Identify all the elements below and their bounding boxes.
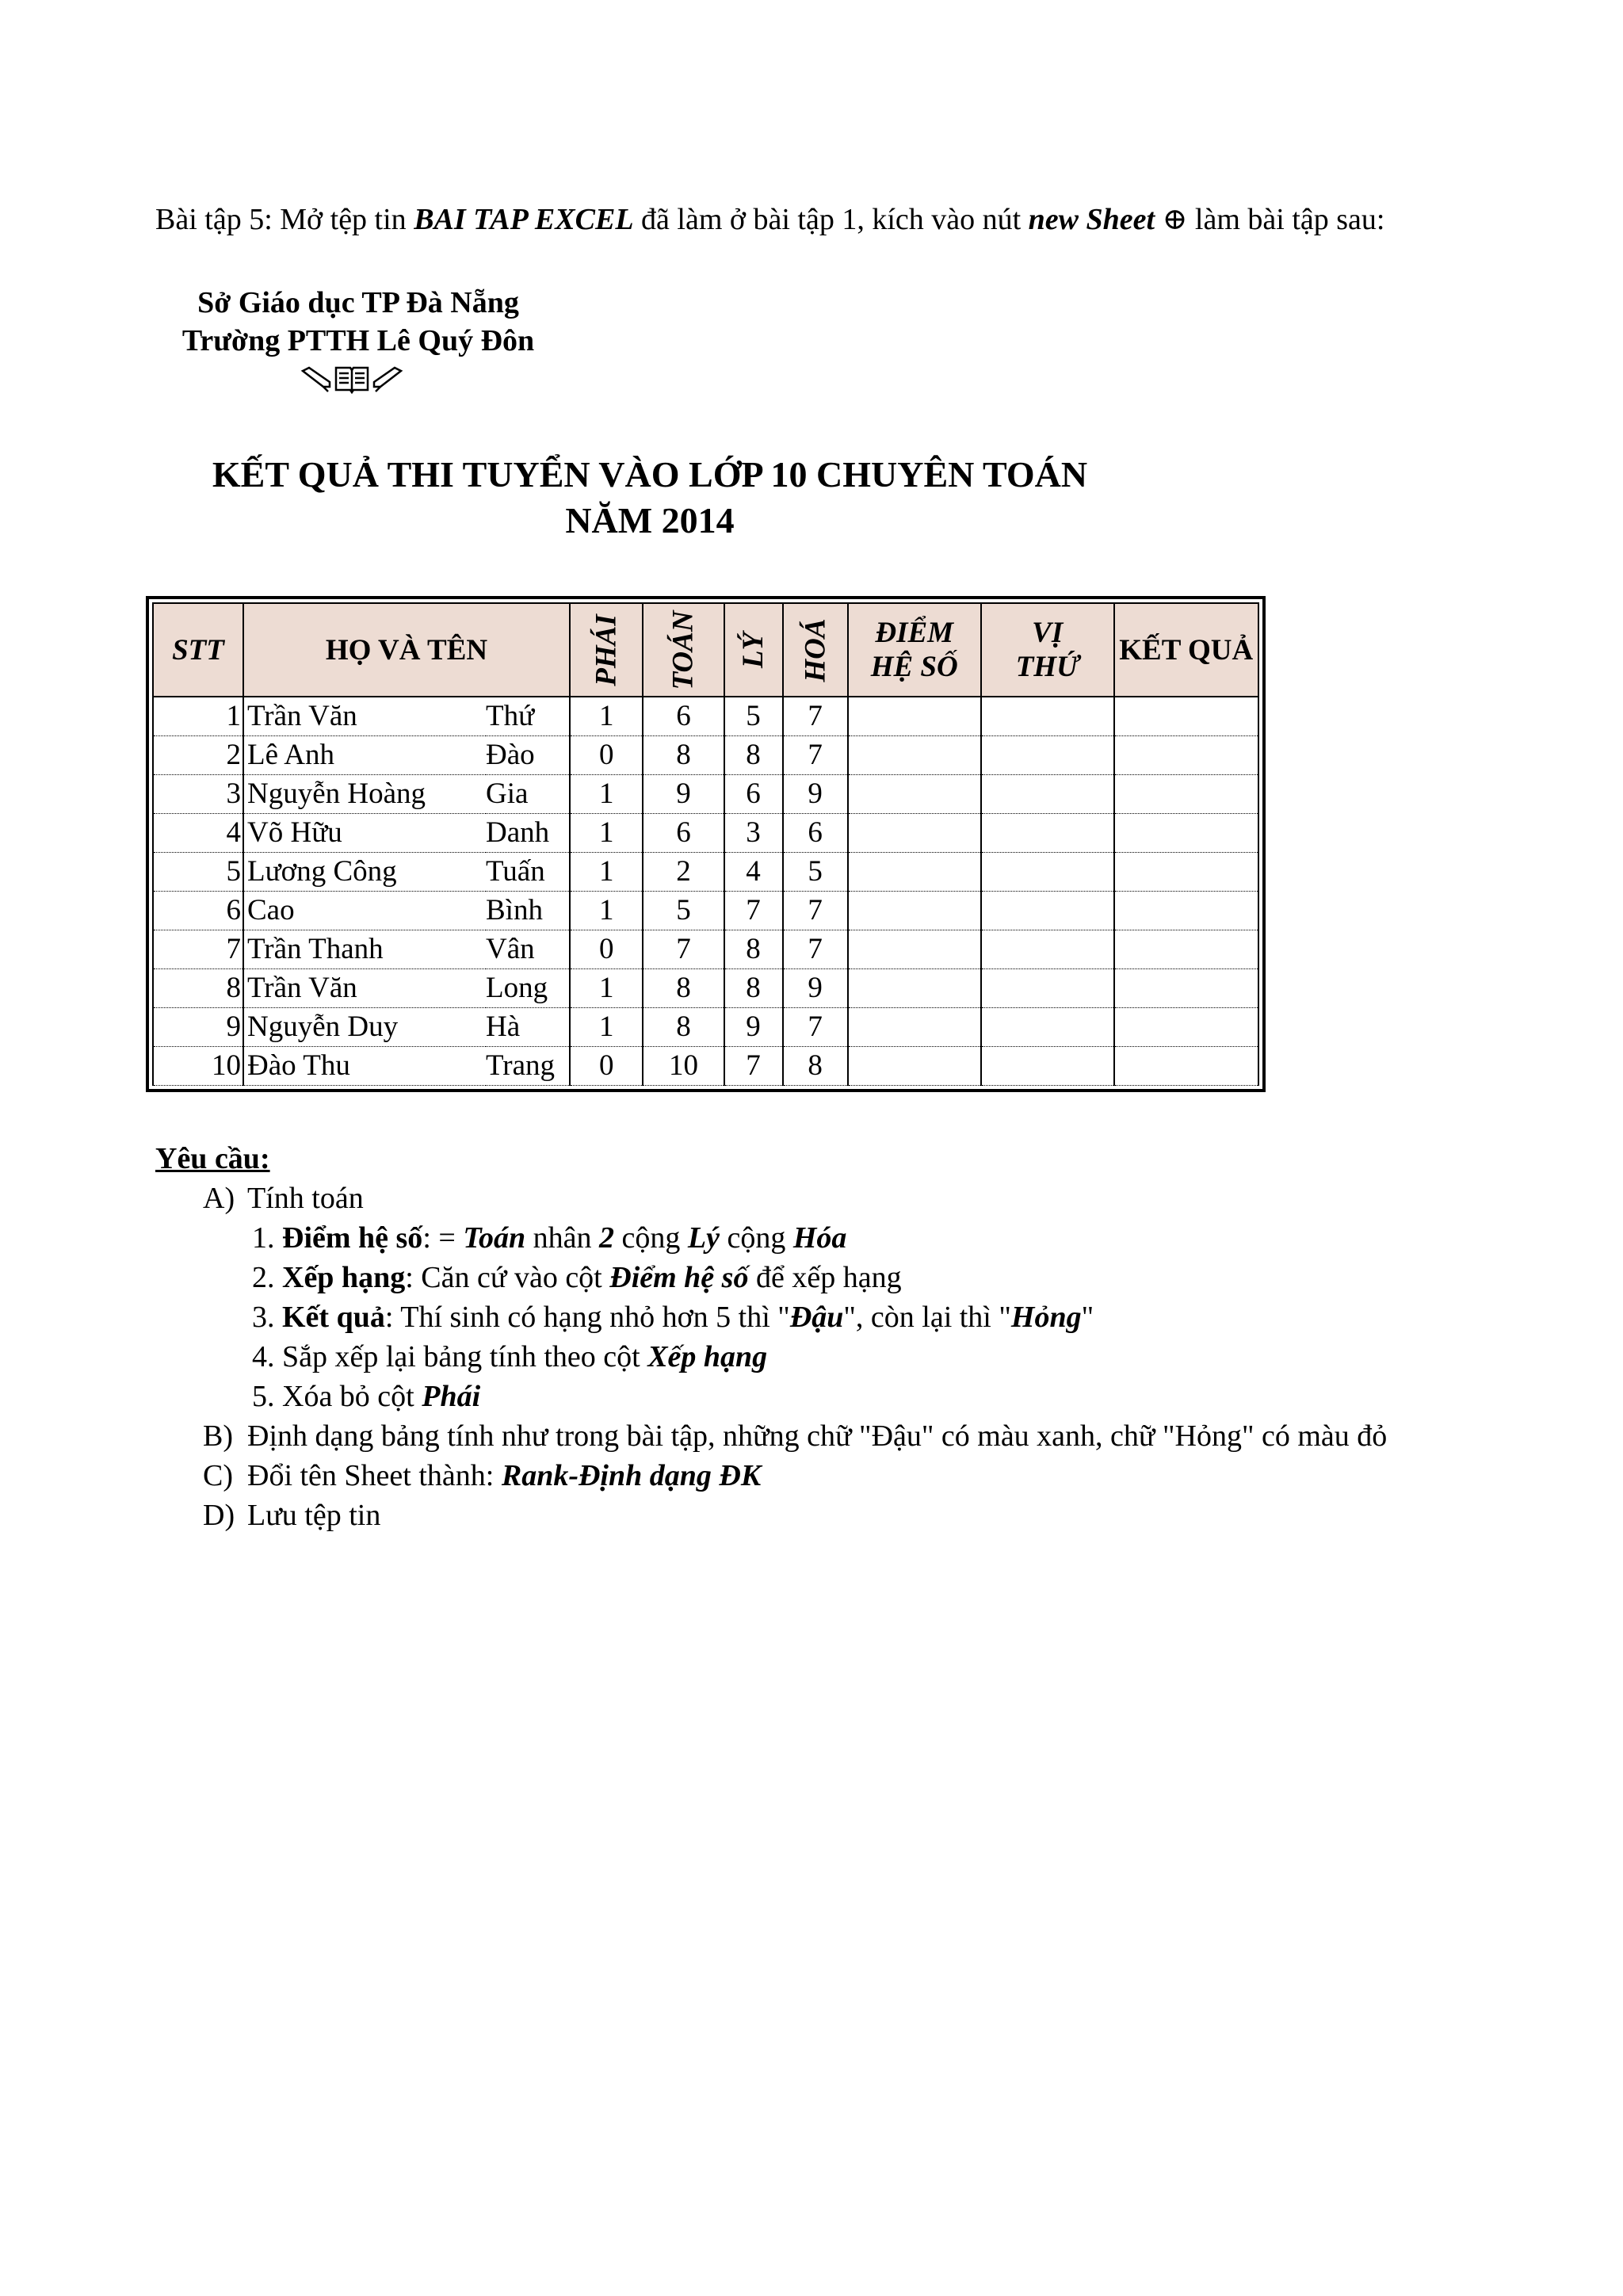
cell-ho: Trần Văn — [243, 697, 486, 736]
cell-stt: 10 — [153, 1047, 243, 1086]
cell-ket-qua — [1114, 736, 1258, 775]
cell-stt: 8 — [153, 969, 243, 1008]
table-row — [153, 1047, 1258, 1086]
requirements-heading: Yêu cầu: — [155, 1142, 270, 1175]
header-diem-he-so: ĐIỂM HỆ SỐ — [848, 603, 981, 697]
cell-stt: 5 — [153, 853, 243, 892]
cell-toan: 8 — [643, 969, 724, 1008]
cell-diem-he-so — [848, 853, 981, 892]
cell-toan: 6 — [643, 697, 724, 736]
header-toan: TOÁN — [643, 603, 724, 697]
cell-ly: 6 — [724, 775, 783, 814]
cell-toan: 9 — [643, 775, 724, 814]
cell-hoa: 6 — [783, 814, 848, 853]
cell-diem-he-so — [848, 697, 981, 736]
cell-toan: 5 — [643, 892, 724, 930]
req-a-item-5: 5. Xóa bỏ cột Phái — [252, 1380, 481, 1413]
table-row — [153, 814, 1258, 853]
cell-ly: 7 — [724, 1047, 783, 1086]
cell-toan: 10 — [643, 1047, 724, 1086]
cell-stt: 7 — [153, 930, 243, 969]
cell-ly: 5 — [724, 697, 783, 736]
cell-diem-he-so — [848, 775, 981, 814]
cell-ho: Nguyễn Duy — [243, 1008, 486, 1047]
cell-ten: Hà — [486, 1008, 570, 1047]
cell-ten: Vân — [486, 930, 570, 969]
cell-vi-thu — [981, 853, 1114, 892]
cell-ten: Long — [486, 969, 570, 1008]
cell-hoa: 7 — [783, 697, 848, 736]
header-phai: PHÁI — [570, 603, 643, 697]
req-c: C) Đổi tên Sheet thành: Rank-Định dạng ĐK — [203, 1459, 762, 1492]
cell-vi-thu — [981, 969, 1114, 1008]
cell-ho: Cao — [243, 892, 486, 930]
cell-ho: Lê Anh — [243, 736, 486, 775]
cell-vi-thu — [981, 930, 1114, 969]
cell-hoa: 8 — [783, 1047, 848, 1086]
cell-ho: Lương Công — [243, 853, 486, 892]
cell-diem-he-so — [848, 892, 981, 930]
cell-stt: 6 — [153, 892, 243, 930]
req-a-item-1: 1. Điểm hệ số: = Toán nhân 2 cộng Lý cộng Hóa — [252, 1221, 847, 1255]
cell-diem-he-so — [848, 930, 981, 969]
header-ly: LÝ — [724, 603, 783, 697]
cell-phai: 1 — [570, 1008, 643, 1047]
cell-phai: 1 — [570, 814, 643, 853]
report-year: NĂM 2014 — [565, 500, 735, 541]
cell-diem-he-so — [848, 1047, 981, 1086]
cell-ly: 7 — [724, 892, 783, 930]
cell-ten: Danh — [486, 814, 570, 853]
new-sheet-label: new Sheet — [1028, 203, 1155, 236]
cell-vi-thu — [981, 1008, 1114, 1047]
header-vi-thu: VỊ THỨ — [981, 603, 1114, 697]
cell-ly: 8 — [724, 930, 783, 969]
cell-ket-qua — [1114, 775, 1258, 814]
header-name: HỌ VÀ TÊN — [243, 603, 570, 697]
cell-diem-he-so — [848, 1008, 981, 1047]
cell-ly: 3 — [724, 814, 783, 853]
cell-ten: Bình — [486, 892, 570, 930]
cell-vi-thu — [981, 892, 1114, 930]
header-stt: STT — [153, 603, 243, 697]
cell-vi-thu — [981, 697, 1114, 736]
cell-vi-thu — [981, 736, 1114, 775]
table-row — [153, 697, 1258, 736]
cell-toan: 2 — [643, 853, 724, 892]
cell-ket-qua — [1114, 853, 1258, 892]
cell-ket-qua — [1114, 814, 1258, 853]
cell-ly: 9 — [724, 1008, 783, 1047]
req-a-item-3: 3. Kết quả: Thí sinh có hạng nhỏ hơn 5 thì "Đậu", còn lại thì "Hỏng" — [252, 1301, 1094, 1334]
cell-ly: 8 — [724, 736, 783, 775]
cell-ket-qua — [1114, 1047, 1258, 1086]
cell-vi-thu — [981, 1047, 1114, 1086]
header-ket-qua: KẾT QUẢ — [1114, 603, 1258, 697]
cell-phai: 1 — [570, 775, 643, 814]
cell-toan: 7 — [643, 930, 724, 969]
intro-line: Bài tập 5: Mở tệp tin BAI TAP EXCEL đã làm ở bài tập 1, kích vào nút new Sheet ⊕ làm bài tập sau: — [155, 203, 1385, 236]
cell-diem-he-so — [848, 814, 981, 853]
cell-vi-thu — [981, 814, 1114, 853]
cell-stt: 9 — [153, 1008, 243, 1047]
req-d: D) Lưu tệp tin — [203, 1499, 381, 1532]
cell-hoa: 7 — [783, 930, 848, 969]
cell-ly: 4 — [724, 853, 783, 892]
cell-ho: Võ Hữu — [243, 814, 486, 853]
cell-diem-he-so — [848, 969, 981, 1008]
cell-phai: 1 — [570, 853, 643, 892]
cell-hoa: 7 — [783, 892, 848, 930]
table-header-row — [153, 603, 1258, 697]
report-title: KẾT QUẢ THI TUYỂN VÀO LỚP 10 CHUYÊN TOÁN — [212, 454, 1088, 495]
cell-phai: 0 — [570, 930, 643, 969]
req-a: A) Tính toán — [203, 1182, 364, 1215]
pen-book-pen-ornament-icon — [300, 363, 404, 395]
cell-hoa: 7 — [783, 1008, 848, 1047]
cell-toan: 8 — [643, 736, 724, 775]
cell-toan: 6 — [643, 814, 724, 853]
cell-ho: Trần Văn — [243, 969, 486, 1008]
req-b: B) Định dạng bảng tính như trong bài tập, những chữ "Đậu" có màu xanh, chữ "Hỏng" có màu đỏ — [203, 1419, 1388, 1453]
cell-phai: 0 — [570, 736, 643, 775]
org-school: Trường PTTH Lê Quý Đôn — [181, 324, 535, 357]
cell-stt: 1 — [153, 697, 243, 736]
cell-stt: 2 — [153, 736, 243, 775]
cell-ly: 8 — [724, 969, 783, 1008]
cell-hoa: 5 — [783, 853, 848, 892]
table-row — [153, 930, 1258, 969]
cell-stt: 3 — [153, 775, 243, 814]
cell-ho: Đào Thu — [243, 1047, 486, 1086]
org-department: Sở Giáo dục TP Đà Nẵng — [197, 286, 519, 319]
cell-hoa: 7 — [783, 736, 848, 775]
cell-phai: 1 — [570, 697, 643, 736]
cell-hoa: 9 — [783, 969, 848, 1008]
file-name: BAI TAP EXCEL — [414, 203, 634, 236]
table-row — [153, 736, 1258, 775]
cell-ket-qua — [1114, 930, 1258, 969]
cell-ten: Thứ — [486, 697, 570, 736]
table-row — [153, 969, 1258, 1008]
cell-phai: 1 — [570, 969, 643, 1008]
cell-ten: Tuấn — [486, 853, 570, 892]
cell-ket-qua — [1114, 969, 1258, 1008]
cell-vi-thu — [981, 775, 1114, 814]
cell-ho: Trần Thanh — [243, 930, 486, 969]
cell-phai: 0 — [570, 1047, 643, 1086]
cell-hoa: 9 — [783, 775, 848, 814]
cell-ket-qua — [1114, 1008, 1258, 1047]
cell-ten: Đào — [486, 736, 570, 775]
table-row — [153, 853, 1258, 892]
cell-diem-he-so — [848, 736, 981, 775]
table-row — [153, 892, 1258, 930]
cell-ho: Nguyễn Hoàng — [243, 775, 486, 814]
table-row — [153, 1008, 1258, 1047]
results-table — [146, 596, 1266, 1092]
cell-stt: 4 — [153, 814, 243, 853]
cell-ten: Trang — [486, 1047, 570, 1086]
plus-circle-icon: ⊕ — [1162, 203, 1188, 236]
cell-ket-qua — [1114, 892, 1258, 930]
cell-ket-qua — [1114, 697, 1258, 736]
cell-ten: Gia — [486, 775, 570, 814]
table-row — [153, 775, 1258, 814]
cell-toan: 8 — [643, 1008, 724, 1047]
req-a-item-4: 4. Sắp xếp lại bảng tính theo cột Xếp hạng — [252, 1340, 768, 1373]
header-hoa: HOÁ — [783, 603, 848, 697]
cell-phai: 1 — [570, 892, 643, 930]
req-a-item-2: 2. Xếp hạng: Căn cứ vào cột Điểm hệ số để xếp hạng — [252, 1261, 902, 1294]
